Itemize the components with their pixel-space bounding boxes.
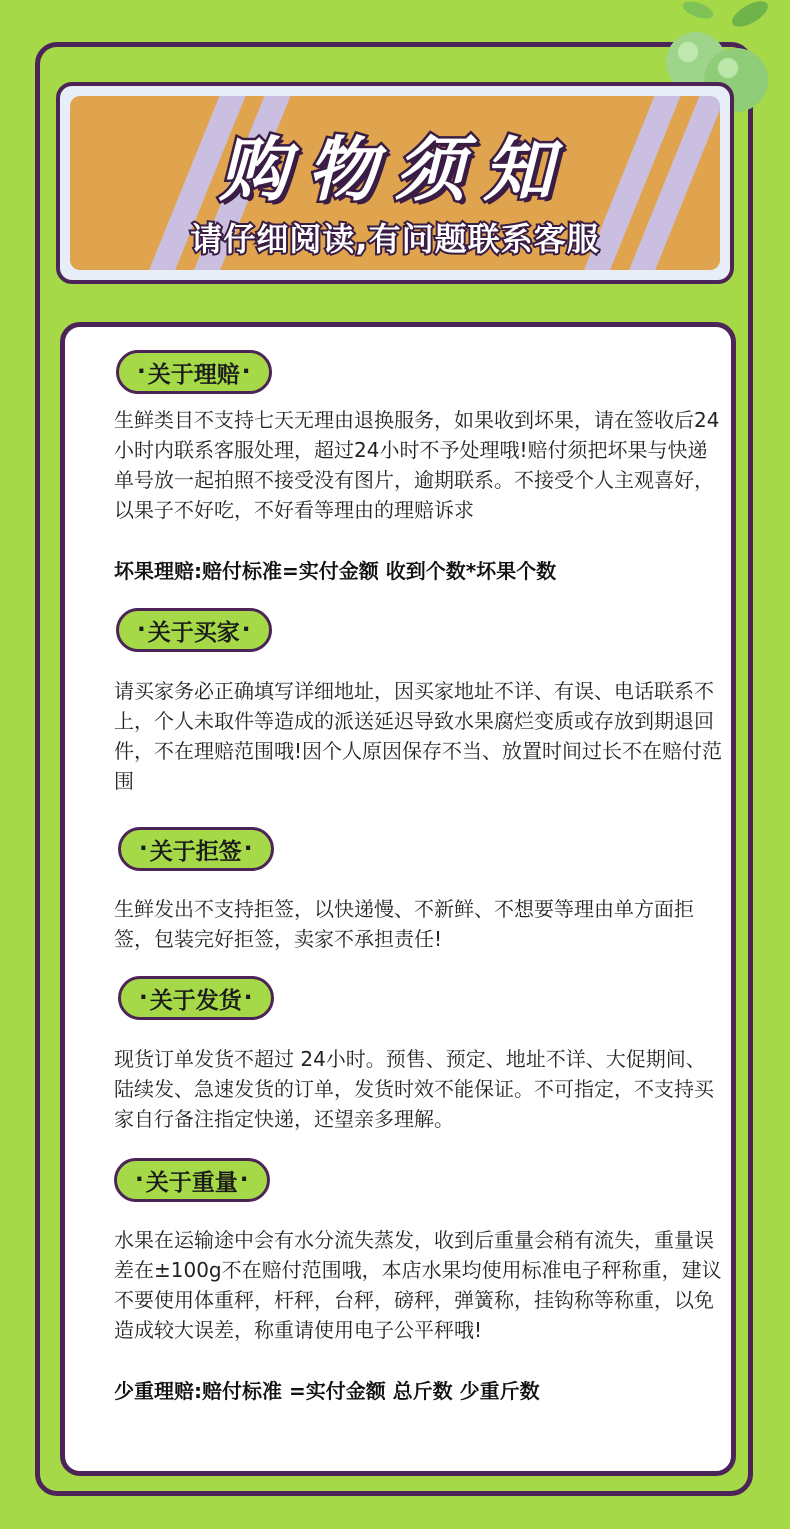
section-body-claims: 生鲜类目不支持七天无理由退换服务，如果收到坏果，请在签收后24小时内联系客服处理，超过24小时不予处理哦!赔付须把坏果与快递单号放一起拍照不接受没有图片，逾期联系。不接受个人主观喜好，以果子不好吃，不好看等理由的理赔诉求 [114, 408, 720, 522]
section-heading-label: 关于买家 [147, 619, 240, 646]
header-banner-fill [70, 96, 720, 270]
section-body-shipping: 现货订单发货不超过 24小时。预售、预定、地址不详、大促期间、陆续发、急速发货的订单，发货时效不能保证。不可指定，不支持买家自行备注指定快递，还望亲多理解。 [114, 1047, 714, 1131]
section-heading-buyer: · 关于买家 · [116, 608, 272, 652]
section-bold-claims: 坏果理赔:赔付标准=实付金额 收到个数*坏果个数 [114, 559, 557, 583]
page-title: 购物须知 [219, 129, 571, 211]
section-heading-shipping: · 关于发货 · [118, 976, 274, 1020]
section-heading-label: 关于理赔 [147, 361, 240, 388]
section-body-buyer: 请买家务必正确填写详细地址，因买家地址不详、有误、电话联系不上，个人未取件等造成的派送延迟导致水果腐烂变质或存放到期退回件，不在理赔范围哦!因个人原因保存不当、放置时间过长不在赔付范围 [114, 679, 723, 793]
section-heading-claims: · 关于理赔 · [116, 350, 272, 394]
header-banner [56, 82, 734, 284]
section-body-weight: 水果在运输途中会有水分流失蒸发，收到后重量会稍有流失，重量误差在±100g不在赔付范围哦，本店水果均使用标准电子秤称重，建议不要使用体重秤，杆秤，台秤，磅秤，弹簧称，挂钩称等称重，以免造成较大误差，称重请使用电子公平秤哦! [114, 1228, 722, 1342]
section-heading-label: 关于发货 [149, 987, 242, 1014]
section-heading-refusal: · 关于拒签 · [118, 827, 274, 871]
section-heading-label: 关于拒签 [149, 838, 242, 865]
section-heading-label: 关于重量 [145, 1169, 238, 1196]
section-body-refusal: 生鲜发出不支持拒签，以快递慢、不新鲜、不想要等理由单方面拒签，包装完好拒签，卖家不承担责任! [114, 897, 694, 951]
section-bold-weight: 少重理赔:赔付标准 =实付金额 总斤数 少重斤数 [114, 1379, 540, 1403]
section-heading-weight: · 关于重量 · [114, 1158, 270, 1202]
page-subtitle: 请仔细阅读,有问题联系客服 [190, 220, 600, 258]
